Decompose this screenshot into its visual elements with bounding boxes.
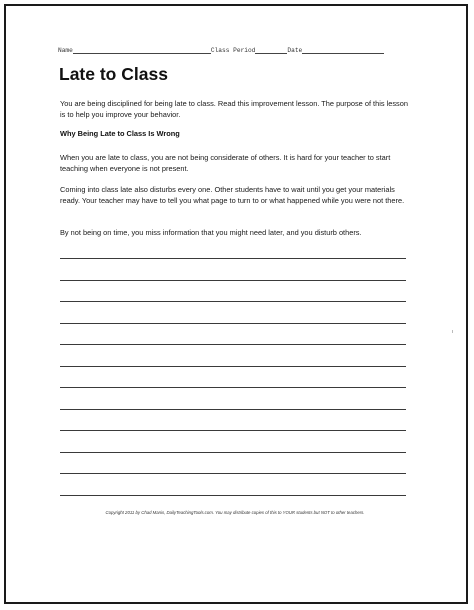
paragraph-disturbs: Coming into class late also disturbs every one. Other students have to wait until you get your materials ready. Your teacher may have to tell you what page to turn to or what happened while you were not there. [60, 185, 405, 205]
scan-speck [452, 330, 453, 333]
writing-line [60, 366, 406, 367]
class-period-label: Class Period [210, 47, 256, 54]
class-period-blank [255, 46, 287, 54]
writing-line [60, 280, 406, 281]
writing-line [60, 409, 406, 410]
copyright-footer: Copyright 2011 by Chad Manis, DailyTeachingTools.com. You may distribute copies of this to YOUR students but NOT to other teachers. [105, 510, 365, 515]
writing-line [60, 473, 406, 474]
writing-line [60, 323, 406, 324]
writing-line [60, 258, 406, 259]
paragraph-considerate: When you are late to class, you are not being considerate of others. It is hard for your teacher to start teaching when everyone is not present. [60, 153, 391, 173]
page-title: Late to Class [59, 64, 168, 84]
paragraph-miss-information: By not being on time, you miss information that you might need later, and you disturb others. [60, 228, 362, 237]
section-heading: Why Being Late to Class Is Wrong [60, 129, 180, 138]
writing-line [60, 430, 406, 431]
date-blank [302, 46, 384, 54]
writing-line [60, 452, 406, 453]
date-label: Date [287, 47, 303, 54]
writing-line [60, 387, 406, 388]
writing-line [60, 301, 406, 302]
intro-paragraph: You are being disciplined for being late to class. Read this improvement lesson. The purpose of this lesson is to help you improve your behavior. [60, 99, 408, 119]
writing-line [60, 495, 406, 496]
header-fields [58, 46, 408, 60]
writing-line [60, 344, 406, 345]
name-label: Name [58, 47, 73, 54]
name-blank [73, 46, 211, 54]
